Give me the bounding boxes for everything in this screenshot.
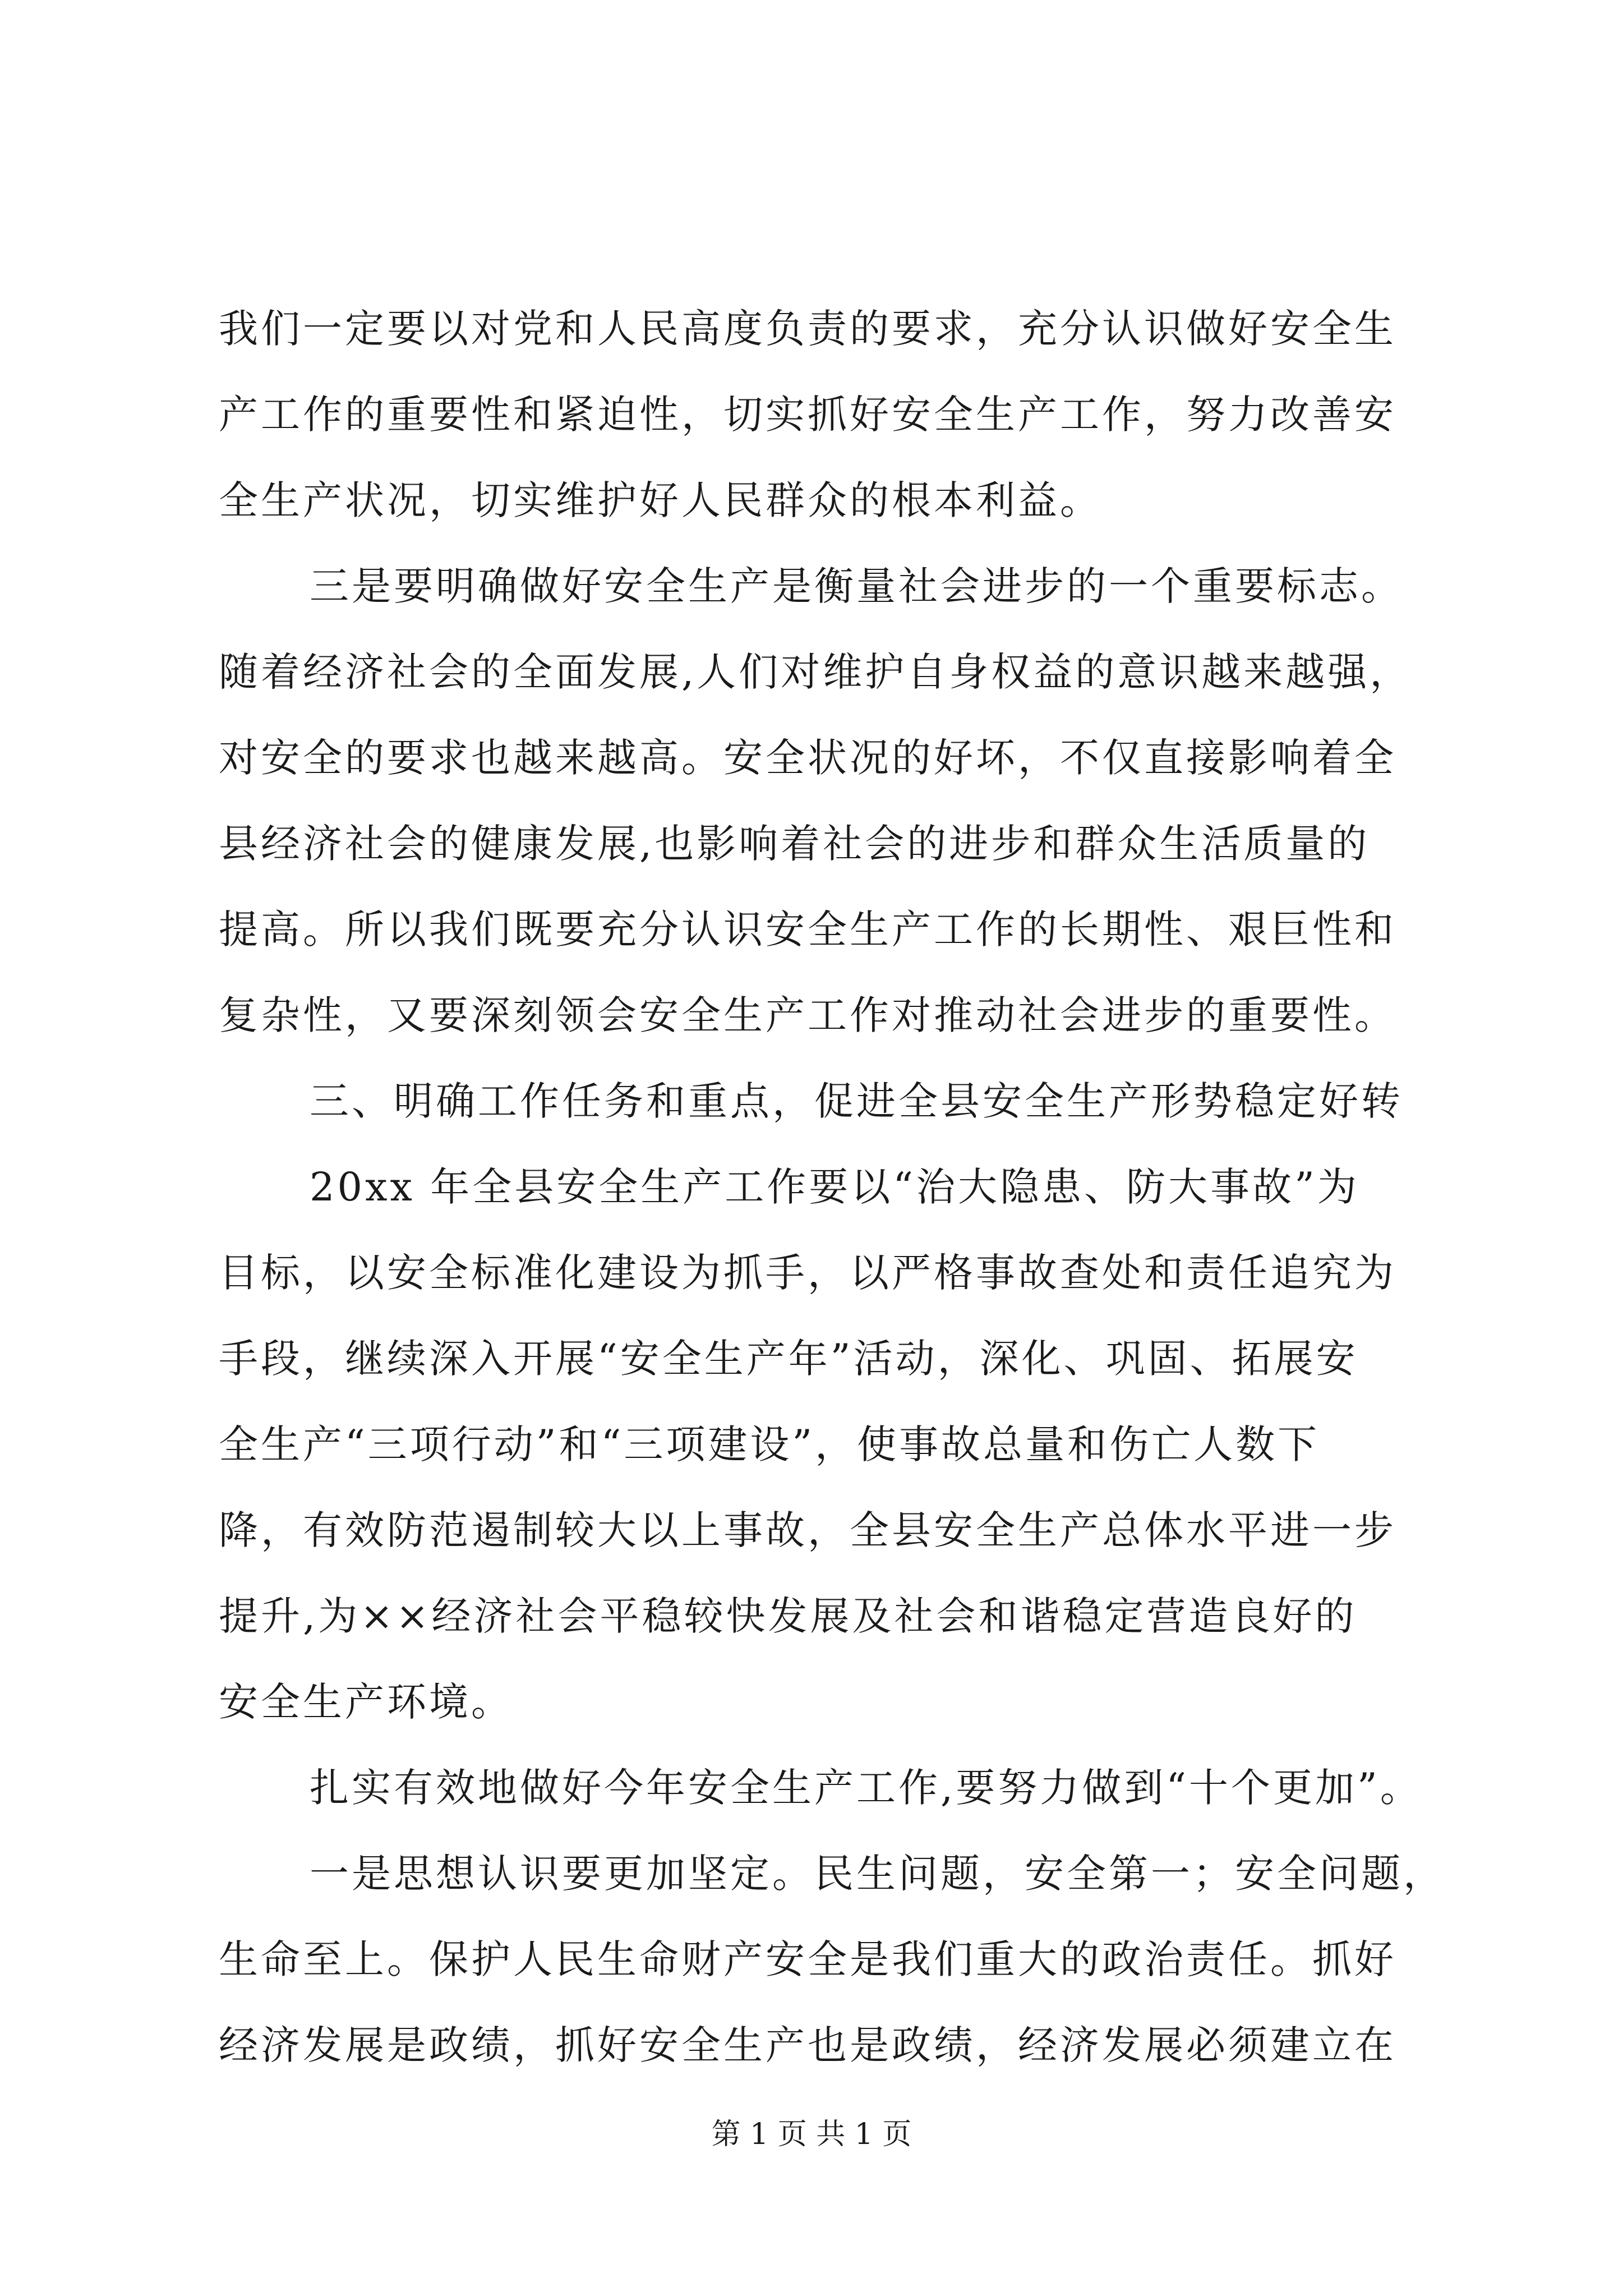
paragraph-4 (219, 1745, 1422, 1831)
paragraph-3 (219, 1144, 1419, 1745)
text-line: 目标，以安全标准化建设为抓手，以严格事故查处和责任追究为 (219, 1250, 1396, 1296)
paragraph-5 (219, 1831, 1445, 2088)
text-line: 安全生产环境。 (219, 1679, 513, 1725)
text-line: 降，有效防范遏制较大以上事故，全县安全生产总体水平进一步 (219, 1507, 1396, 1553)
page-number: 第 1 页 共 1 页 (711, 2118, 912, 2151)
text-line: 生命至上。保护人民生命财产安全是我们重大的政治责任。抓好 (219, 1936, 1396, 1982)
section-heading (219, 1059, 1419, 1144)
paragraph-2 (219, 544, 1419, 1059)
document-body (219, 286, 1445, 2088)
text-line: 复杂性，又要深刻领会安全生产工作对推动社会进步的重要性。 (219, 992, 1396, 1038)
text-line: 经济发展是政绩，抓好安全生产也是政绩，经济发展必须建立在 (219, 2022, 1396, 2068)
text-line: 县经济社会的健康发展,也影响着社会的进步和群众生活质量的 (219, 821, 1370, 867)
text-line: 对安全的要求也越来越高。安全状况的好坏，不仅直接影响着全 (219, 735, 1396, 781)
text-line: 全生产状况，切实维护好人民群众的根本利益。 (219, 477, 1102, 523)
text-line: 随着经济社会的全面发展,人们对维护自身权益的意识越来越强， (219, 649, 1412, 695)
text-line: 产工作的重要性和紧迫性，切实抓好安全生产工作，努力改善安 (219, 392, 1396, 438)
text-line: 手段，继续深入开展“安全生产年”活动，深化、巩固、拓展安 (219, 1336, 1358, 1382)
text-line: 三是要明确做好安全生产是衡量社会进步的一个重要标志。 (310, 563, 1403, 609)
text-line: 提升,为××经济社会平稳较快发展及社会和谐稳定营造良好的 (219, 1593, 1357, 1639)
page-footer (0, 2110, 1623, 2152)
text-line: 提高。所以我们既要充分认识安全生产工作的长期性、艰巨性和 (219, 907, 1396, 953)
text-line: 扎实有效地做好今年安全生产工作,要努力做到“十个更加”。 (310, 1765, 1422, 1811)
text-line: 一是思想认识要更加坚定。民生问题，安全第一；安全问题， (310, 1851, 1445, 1897)
heading-line: 三、明确工作任务和重点，促进全县安全生产形势稳定好转 (310, 1078, 1403, 1124)
paragraph-1 (219, 286, 1419, 544)
text-line: 全生产“三项行动”和“三项建设”，使事故总量和伤亡人数下 (219, 1421, 1320, 1467)
text-line: 我们一定要以对党和人民高度负责的要求，充分认识做好安全生 (219, 306, 1396, 352)
text-line: 20xx 年全县安全生产工作要以“治大隐患、防大事故”为 (310, 1164, 1359, 1210)
